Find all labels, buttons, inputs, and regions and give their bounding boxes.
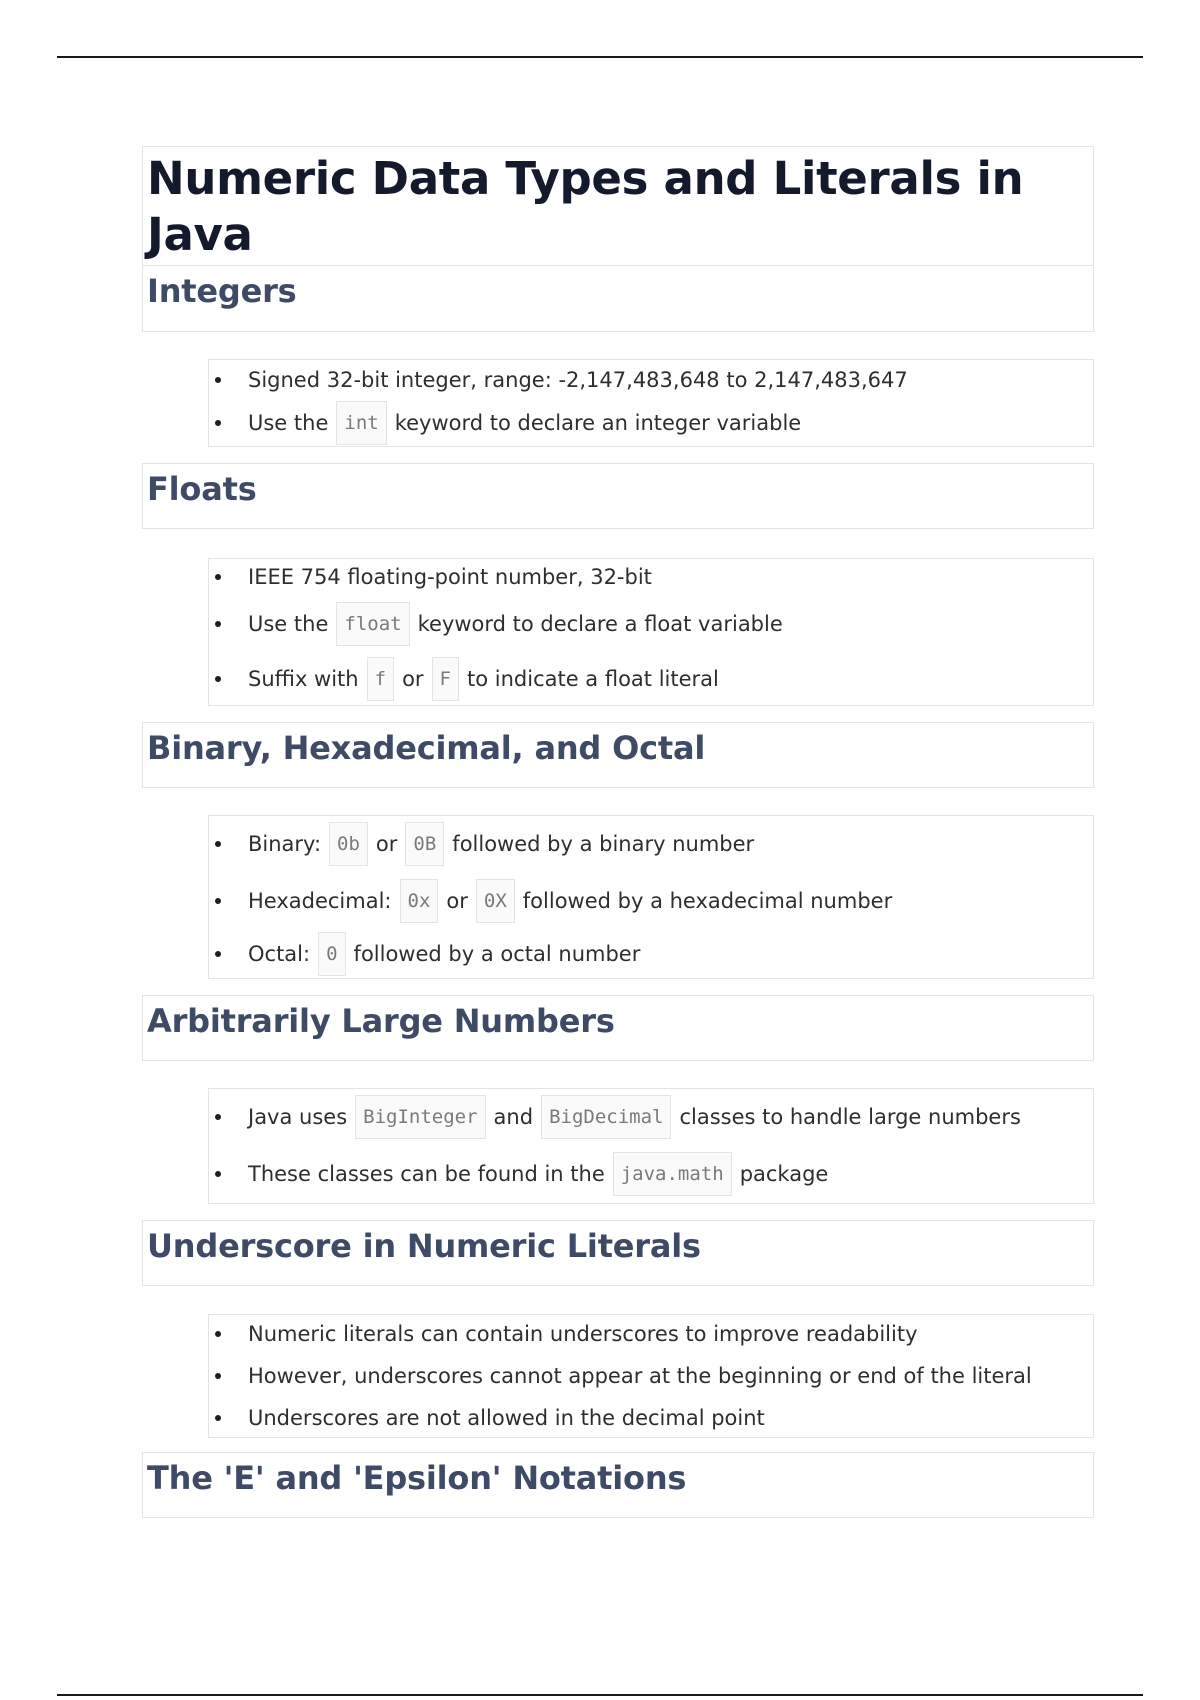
section-title: Arbitrarily Large Numbers: [147, 1002, 615, 1040]
list-item: These classes can be found in the java.math package: [209, 1145, 1093, 1203]
code-literal: f: [367, 657, 394, 701]
list-item: Suffix with f or F to indicate a float literal: [209, 653, 1093, 705]
section-list-integers: [208, 359, 1094, 447]
section-heading-floats: [142, 463, 1094, 529]
list-item: However, underscores cannot appear at the beginning or end of the literal: [209, 1353, 1093, 1399]
section-title: Floats: [147, 470, 257, 508]
code-literal: 0x: [400, 879, 439, 923]
list-item: IEEE 754 floating-point number, 32-bit: [209, 559, 1093, 595]
section-heading-e-epsilon: [142, 1452, 1094, 1518]
list-item: Java uses BigInteger and BigDecimal classes to handle large numbers: [209, 1089, 1093, 1145]
page-title: Numeric Data Types and Literals in Java: [147, 152, 1024, 261]
section-list-underscore: [208, 1314, 1094, 1438]
section-heading-binary-hex-octal: [142, 722, 1094, 788]
section-list-binary-hex-octal: [208, 815, 1094, 979]
list-item: Hexadecimal: 0x or 0X followed by a hexadecimal number: [209, 872, 1093, 930]
code-keyword: float: [336, 602, 409, 646]
list-item: Signed 32-bit integer, range: -2,147,483,648 to 2,147,483,647: [209, 360, 1093, 400]
section-heading-large-numbers: [142, 995, 1094, 1061]
list-item: Use the int keyword to declare an integer variable: [209, 400, 1093, 446]
title-block: [142, 146, 1094, 265]
list-item: Binary: 0b or 0B followed by a binary number: [209, 816, 1093, 872]
code-literal: 0b: [329, 822, 368, 866]
code-classname: BigInteger: [355, 1095, 485, 1139]
section-title: Binary, Hexadecimal, and Octal: [147, 729, 706, 767]
list-item: Numeric literals can contain underscores to improve readability: [209, 1315, 1093, 1353]
code-literal: 0X: [476, 879, 515, 923]
section-title: Underscore in Numeric Literals: [147, 1227, 701, 1265]
section-list-large-numbers: [208, 1088, 1094, 1204]
list-item: Use the float keyword to declare a float variable: [209, 595, 1093, 653]
bottom-divider: [57, 1694, 1143, 1696]
section-heading-integers: [142, 265, 1094, 332]
list-item: Underscores are not allowed in the decimal point: [209, 1399, 1093, 1437]
top-divider: [57, 56, 1143, 58]
document-body: [142, 146, 1094, 1518]
code-literal: 0: [318, 932, 345, 976]
section-title: Integers: [147, 272, 297, 310]
section-list-floats: [208, 558, 1094, 706]
code-package: java.math: [613, 1152, 732, 1196]
list-item: Octal: 0 followed by a octal number: [209, 930, 1093, 978]
code-literal: 0B: [405, 822, 444, 866]
section-title: The 'E' and 'Epsilon' Notations: [147, 1459, 687, 1497]
code-classname: BigDecimal: [541, 1095, 671, 1139]
code-literal: F: [432, 657, 459, 701]
code-keyword: int: [336, 401, 386, 445]
section-heading-underscore: [142, 1220, 1094, 1286]
